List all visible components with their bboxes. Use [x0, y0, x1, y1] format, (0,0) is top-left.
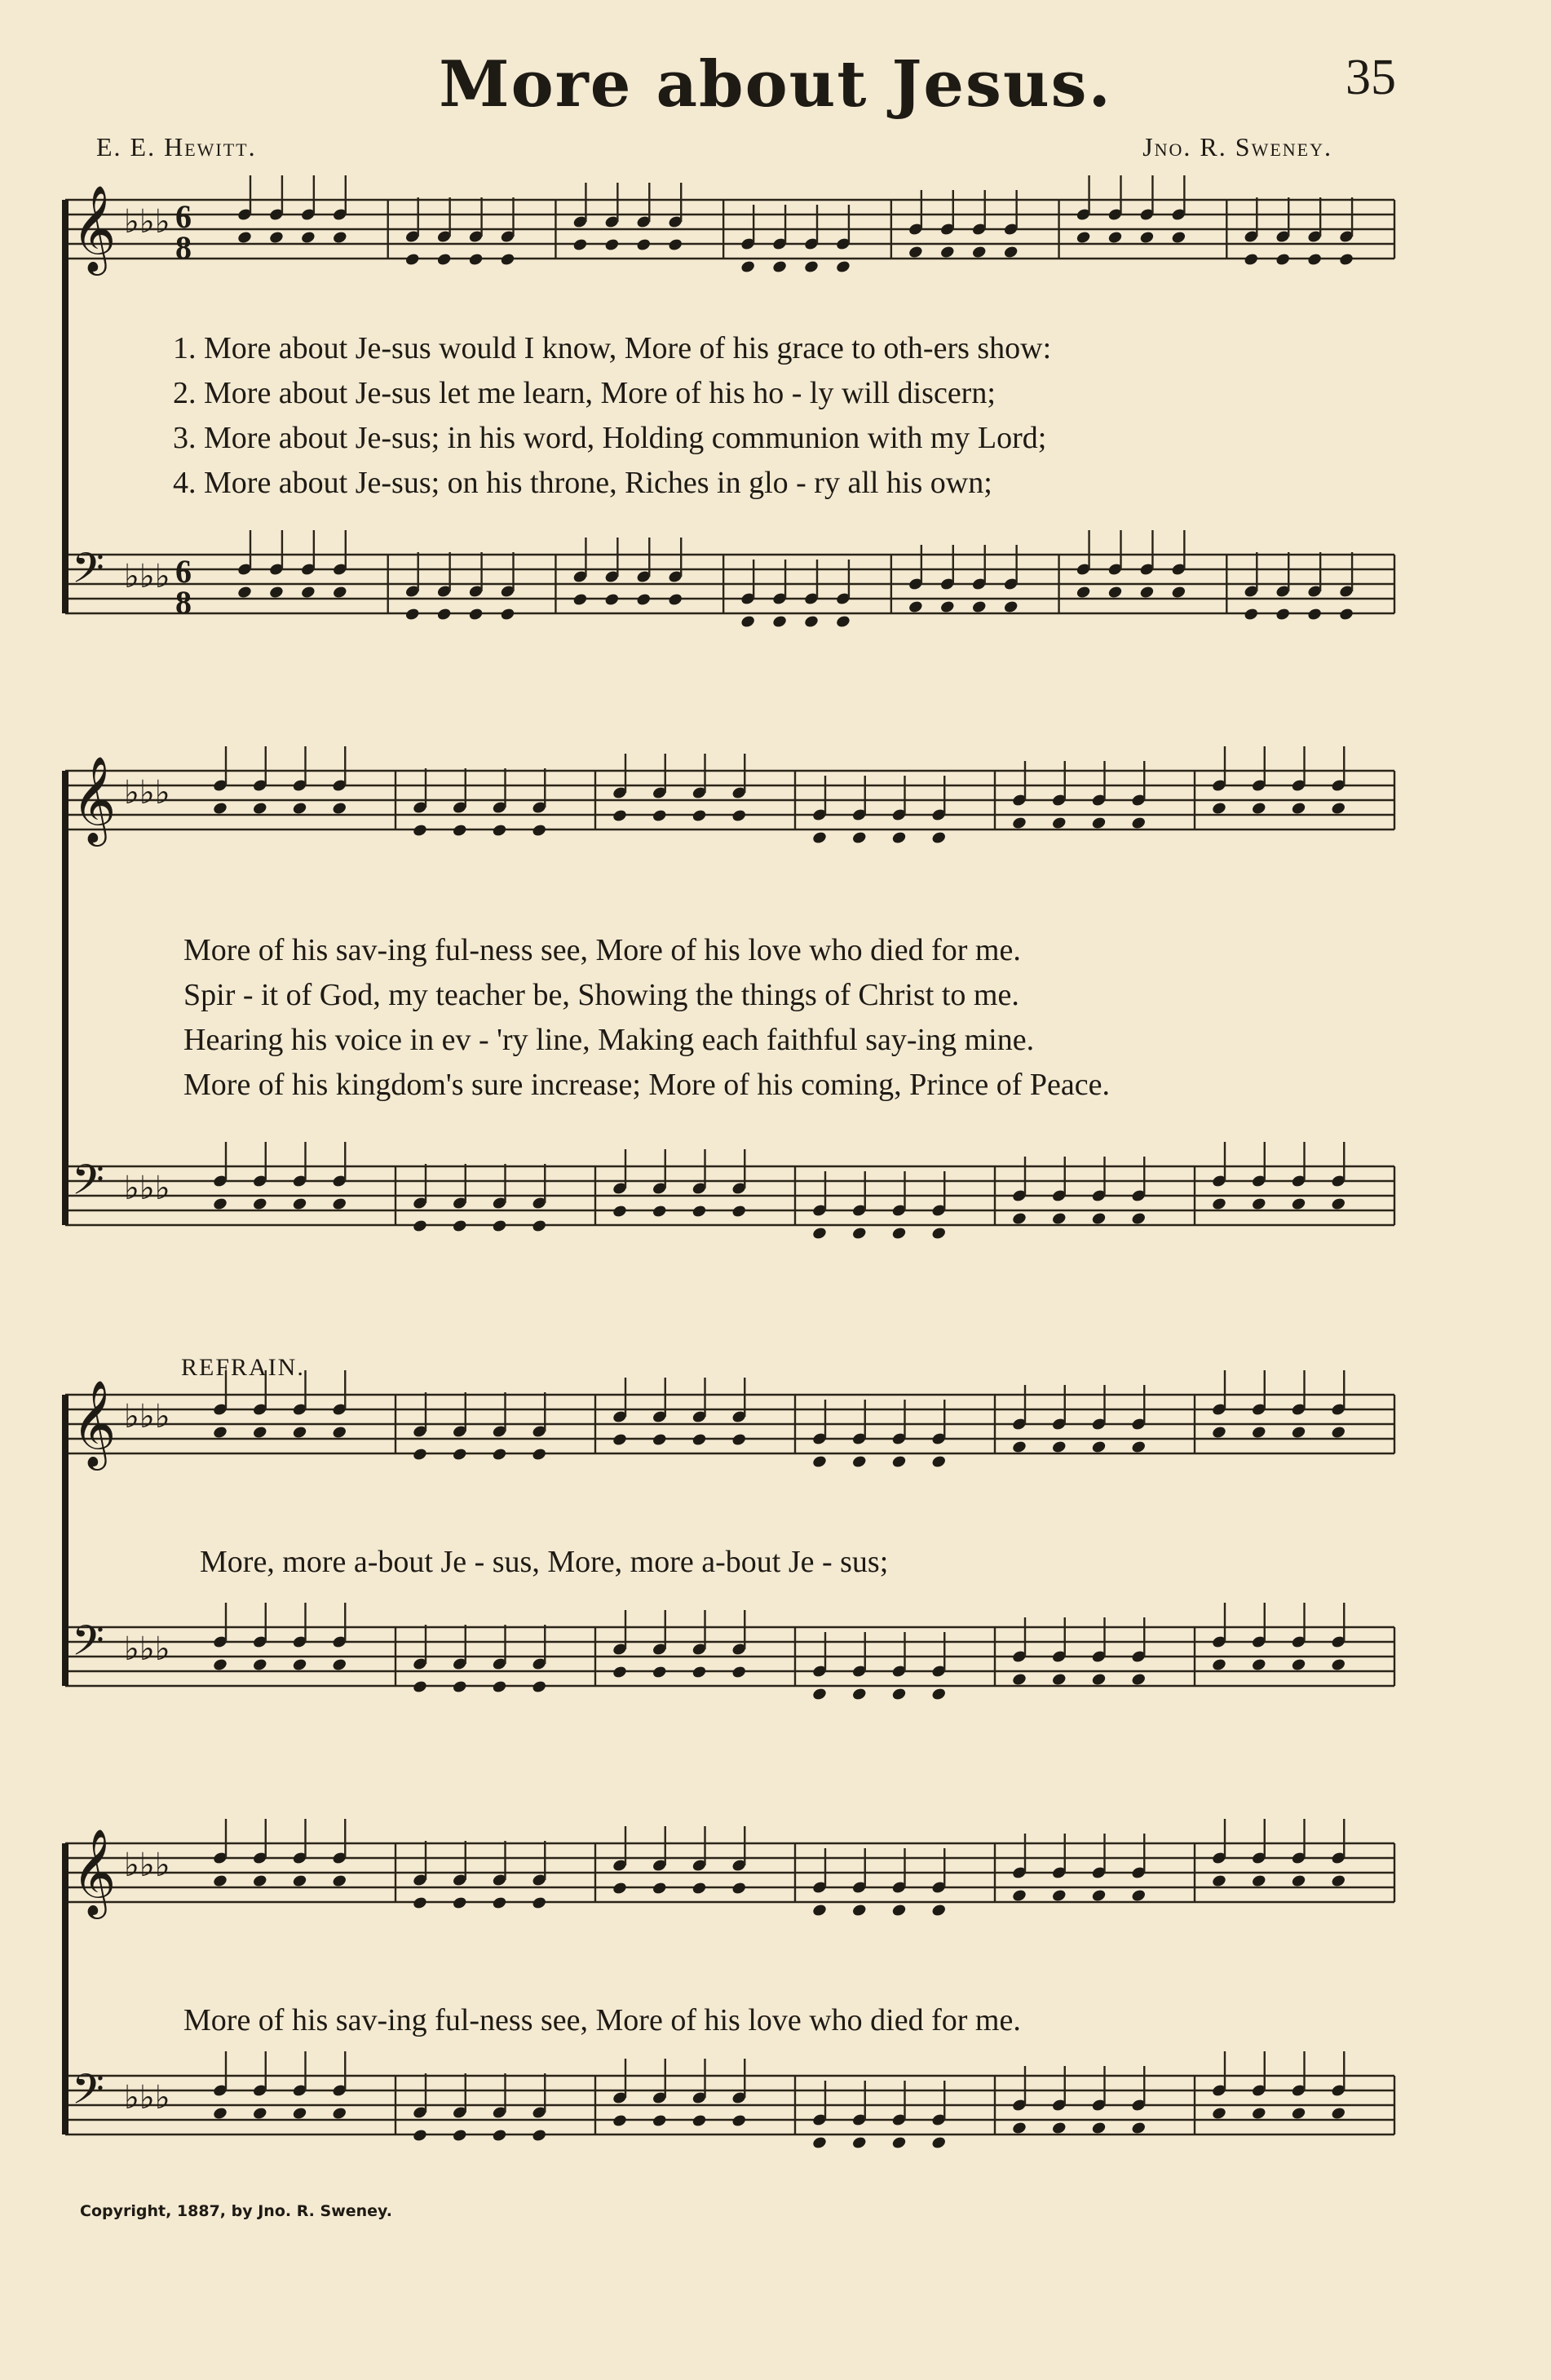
note-head [1243, 607, 1259, 622]
note-head [835, 614, 851, 629]
refrain-lyrics-1 [0, 1540, 1403, 1585]
note-head [1211, 1425, 1227, 1440]
note-head [1330, 1425, 1346, 1440]
note-head [1291, 2106, 1307, 2121]
time-signature-top: 6 [175, 553, 192, 590]
note-head [692, 2113, 708, 2128]
time-signature-bottom: 8 [175, 229, 192, 266]
treble-staff [65, 1370, 1394, 1471]
note-head [1130, 1888, 1147, 1903]
note-head [851, 1454, 868, 1469]
note-head [771, 614, 788, 629]
note-head [452, 1896, 468, 1910]
note-head [1011, 2121, 1027, 2135]
note-head [531, 1679, 547, 1694]
note-head [930, 1226, 947, 1241]
note-head [1211, 801, 1227, 816]
verse-line-4: 4. More about Je-sus; on his throne, Riches in glo - ry all his own; [173, 466, 992, 500]
note-head [331, 1197, 347, 1211]
note-head [268, 585, 285, 599]
note-head [930, 830, 947, 845]
note-head [572, 237, 589, 252]
note-head [692, 808, 708, 823]
note-head [851, 830, 868, 845]
note-head [939, 599, 956, 614]
note-head [1251, 1197, 1267, 1211]
copyright-notice: Copyright, 1887, by Jno. R. Sweney. [80, 2202, 392, 2220]
note-head [652, 1881, 668, 1896]
note-head [492, 1447, 508, 1462]
verse-line-7: Hearing his voice in ev - 'ry line, Making each faithful say-ing mine. [183, 1023, 1035, 1057]
refrain-lyrics-2 [0, 1998, 1403, 2043]
note-head [331, 2106, 347, 2121]
note-head [851, 1687, 868, 1701]
refrain-line-2: More of his sav-ing ful-ness see, More of his love who died for me. [183, 2003, 1021, 2037]
note-head [731, 1204, 747, 1219]
verse-line-5: More of his sav-ing ful-ness see, More of his love who died for me. [183, 933, 1021, 967]
note-head [1011, 1672, 1027, 1687]
key-signature-flats: ♭♭♭ [124, 203, 170, 240]
refrain-label: REFRAIN. [181, 1354, 305, 1381]
note-head [939, 245, 956, 259]
note-head [803, 259, 820, 274]
key-signature-flats: ♭♭♭ [124, 774, 170, 811]
note-head [891, 1226, 908, 1241]
treble-clef-icon: 𝄞 [72, 184, 117, 272]
note-head [252, 2106, 268, 2121]
bass-clef-icon: 𝄢 [72, 1616, 104, 1675]
key-signature-flats: ♭♭♭ [124, 1847, 170, 1883]
note-head [1051, 1888, 1067, 1903]
note-head [212, 1873, 228, 1888]
note-head [332, 230, 348, 245]
note-head [1171, 585, 1187, 599]
note-head [692, 1432, 708, 1447]
note-head [1130, 1211, 1147, 1226]
hymn-title: More about Jesus. [439, 47, 1112, 122]
note-head [331, 1657, 347, 1672]
note-head [1130, 816, 1147, 830]
note-head [652, 1665, 668, 1679]
note-head [300, 585, 316, 599]
note-head [1306, 252, 1323, 267]
note-head [1275, 607, 1291, 622]
note-head [292, 1873, 308, 1888]
note-head [1091, 1672, 1107, 1687]
note-head [1211, 1873, 1227, 1888]
note-head [1011, 1211, 1027, 1226]
note-head [331, 1425, 347, 1440]
note-head [492, 1219, 508, 1233]
verse-lyrics-part2 [0, 928, 1403, 1108]
note-head [851, 1226, 868, 1241]
note-head [604, 237, 621, 252]
note-head [1251, 801, 1267, 816]
note-head [1291, 1425, 1307, 1440]
note-head [891, 1903, 908, 1918]
note-head [1251, 1425, 1267, 1440]
note-head [731, 1665, 747, 1679]
verse-lyrics-part1 [0, 326, 1403, 506]
note-head [1130, 1672, 1147, 1687]
note-head [500, 607, 516, 622]
note-head [412, 2128, 428, 2143]
note-head [1291, 1657, 1307, 1672]
note-head [811, 1226, 828, 1241]
note-head [1211, 1657, 1227, 1672]
note-head [212, 801, 228, 816]
note-head [1076, 585, 1092, 599]
note-head [667, 592, 683, 607]
note-head [1251, 1657, 1267, 1672]
note-head [1076, 230, 1092, 245]
note-head [612, 1665, 628, 1679]
note-head [212, 1657, 228, 1672]
key-signature-flats: ♭♭♭ [124, 2079, 170, 2116]
note-head [930, 1454, 947, 1469]
note-head [731, 808, 747, 823]
note-head [268, 230, 285, 245]
note-head [292, 2106, 308, 2121]
note-head [835, 259, 851, 274]
note-head [292, 1197, 308, 1211]
note-head [1091, 2121, 1107, 2135]
note-head [531, 2128, 547, 2143]
note-head [1003, 599, 1019, 614]
treble-clef-icon: 𝄞 [72, 1379, 117, 1466]
bass-staff [65, 1603, 1394, 1701]
note-head [531, 1219, 547, 1233]
note-head [492, 823, 508, 838]
note-head [811, 830, 828, 845]
note-head [331, 801, 347, 816]
verse-line-1: 1. More about Je-sus would I know, More of his grace to oth-ers show: [173, 331, 1052, 365]
note-head [1291, 1873, 1307, 1888]
note-head [236, 585, 253, 599]
note-head [1291, 801, 1307, 816]
key-signature-flats: ♭♭♭ [124, 1630, 170, 1667]
note-head [412, 823, 428, 838]
note-head [612, 2113, 628, 2128]
note-head [1003, 245, 1019, 259]
note-head [252, 1657, 268, 1672]
page-number: 35 [1346, 50, 1396, 105]
note-head [236, 230, 253, 245]
note-head [1330, 1657, 1346, 1672]
note-head [930, 1687, 947, 1701]
refrain-line-1: More, more a-bout Je - sus, More, more a-bout Je - sus; [200, 1545, 889, 1579]
note-head [652, 808, 668, 823]
note-head [412, 1896, 428, 1910]
note-head [1330, 1873, 1346, 1888]
note-head [531, 1896, 547, 1910]
note-head [492, 2128, 508, 2143]
note-head [612, 1881, 628, 1896]
lyricist-credit: E. E. Hewitt. [96, 132, 257, 161]
note-head [1051, 1672, 1067, 1687]
note-head [1330, 801, 1346, 816]
note-head [731, 2113, 747, 2128]
bass-clef-icon: 𝄢 [72, 543, 104, 603]
note-head [811, 1903, 828, 1918]
note-head [1107, 585, 1124, 599]
note-head [771, 259, 788, 274]
note-head [212, 1197, 228, 1211]
key-signature-flats: ♭♭♭ [124, 1398, 170, 1435]
note-head [252, 1197, 268, 1211]
note-head [908, 245, 924, 259]
note-head [531, 1447, 547, 1462]
note-head [971, 599, 988, 614]
note-head [612, 1204, 628, 1219]
note-head [635, 237, 652, 252]
note-head [1130, 2121, 1147, 2135]
note-head [452, 1219, 468, 1233]
note-head [1091, 1440, 1107, 1454]
bass-clef-icon: 𝄢 [72, 1155, 104, 1214]
note-head [1011, 816, 1027, 830]
note-head [1243, 252, 1259, 267]
key-signature-flats: ♭♭♭ [124, 558, 170, 595]
note-head [652, 2113, 668, 2128]
note-head [1171, 230, 1187, 245]
treble-staff [65, 746, 1394, 847]
note-head [612, 808, 628, 823]
note-head [891, 2135, 908, 2150]
note-head [252, 1873, 268, 1888]
note-head [1051, 1440, 1067, 1454]
time-signature-top: 6 [175, 198, 192, 235]
note-head [412, 1219, 428, 1233]
note-head [468, 252, 484, 267]
note-head [572, 592, 589, 607]
note-head [1091, 816, 1107, 830]
bass-staff [65, 1142, 1394, 1241]
note-head [492, 1896, 508, 1910]
note-head [468, 607, 484, 622]
note-head [292, 1425, 308, 1440]
note-head [452, 1679, 468, 1694]
verse-line-6: Spir - it of God, my teacher be, Showing the things of Christ to me. [183, 978, 1019, 1012]
note-head [1251, 2106, 1267, 2121]
note-head [436, 252, 453, 267]
note-head [1291, 1197, 1307, 1211]
note-head [452, 2128, 468, 2143]
note-head [891, 830, 908, 845]
note-head [604, 592, 621, 607]
note-head [1130, 1440, 1147, 1454]
note-head [1011, 1888, 1027, 1903]
treble-staff [65, 1819, 1394, 1919]
note-head [692, 1881, 708, 1896]
note-head [740, 614, 756, 629]
note-head [1051, 2121, 1067, 2135]
note-head [1211, 2106, 1227, 2121]
note-head [332, 585, 348, 599]
note-head [811, 1687, 828, 1701]
note-head [331, 1873, 347, 1888]
bass-clef-icon: 𝄢 [72, 2064, 104, 2124]
note-head [1211, 1197, 1227, 1211]
note-head [731, 1432, 747, 1447]
note-head [436, 607, 453, 622]
note-head [851, 2135, 868, 2150]
note-head [635, 592, 652, 607]
note-head [412, 1679, 428, 1694]
verse-line-3: 3. More about Je-sus; in his word, Holding communion with my Lord; [173, 421, 1047, 455]
note-head [891, 1687, 908, 1701]
treble-clef-icon: 𝄞 [72, 1828, 117, 1915]
note-head [1139, 230, 1156, 245]
note-head [667, 237, 683, 252]
note-head [971, 245, 988, 259]
note-head [212, 2106, 228, 2121]
treble-clef-icon: 𝄞 [72, 755, 117, 843]
note-head [692, 1204, 708, 1219]
note-head [851, 1903, 868, 1918]
note-head [1051, 1211, 1067, 1226]
note-head [1338, 252, 1354, 267]
note-head [908, 599, 924, 614]
note-head [252, 1425, 268, 1440]
note-head [252, 801, 268, 816]
note-head [212, 1425, 228, 1440]
note-head [811, 1454, 828, 1469]
note-head [811, 2135, 828, 2150]
note-head [1330, 1197, 1346, 1211]
key-signature-flats: ♭♭♭ [124, 1170, 170, 1206]
note-head [404, 607, 421, 622]
bass-staff [65, 2051, 1394, 2150]
note-head [652, 1204, 668, 1219]
note-head [652, 1432, 668, 1447]
note-head [412, 1447, 428, 1462]
note-head [300, 230, 316, 245]
verse-line-8: More of his kingdom's sure increase; More of his coming, Prince of Peace. [183, 1068, 1111, 1102]
note-head [292, 1657, 308, 1672]
note-head [731, 1881, 747, 1896]
note-head [1091, 1888, 1107, 1903]
note-head [1338, 607, 1354, 622]
note-head [492, 1679, 508, 1694]
note-head [1251, 1873, 1267, 1888]
note-head [612, 1432, 628, 1447]
note-head [1011, 1440, 1027, 1454]
note-head [452, 1447, 468, 1462]
note-head [1275, 252, 1291, 267]
note-head [1051, 816, 1067, 830]
note-head [692, 1665, 708, 1679]
bass-staff [65, 530, 1394, 629]
note-head [404, 252, 421, 267]
note-head [1306, 607, 1323, 622]
note-head [930, 2135, 947, 2150]
note-head [891, 1454, 908, 1469]
note-head [1139, 585, 1156, 599]
note-head [452, 823, 468, 838]
note-head [500, 252, 516, 267]
note-head [930, 1903, 947, 1918]
verse-line-2: 2. More about Je-sus let me learn, More of his ho - ly will discern; [173, 376, 996, 410]
note-head [1091, 1211, 1107, 1226]
treble-staff [65, 175, 1394, 276]
note-head [531, 823, 547, 838]
note-head [803, 614, 820, 629]
note-head [1330, 2106, 1346, 2121]
time-signature-bottom: 8 [175, 584, 192, 621]
composer-credit: Jno. R. Sweney. [1142, 132, 1332, 161]
note-head [740, 259, 756, 274]
note-head [292, 801, 308, 816]
note-head [1107, 230, 1124, 245]
